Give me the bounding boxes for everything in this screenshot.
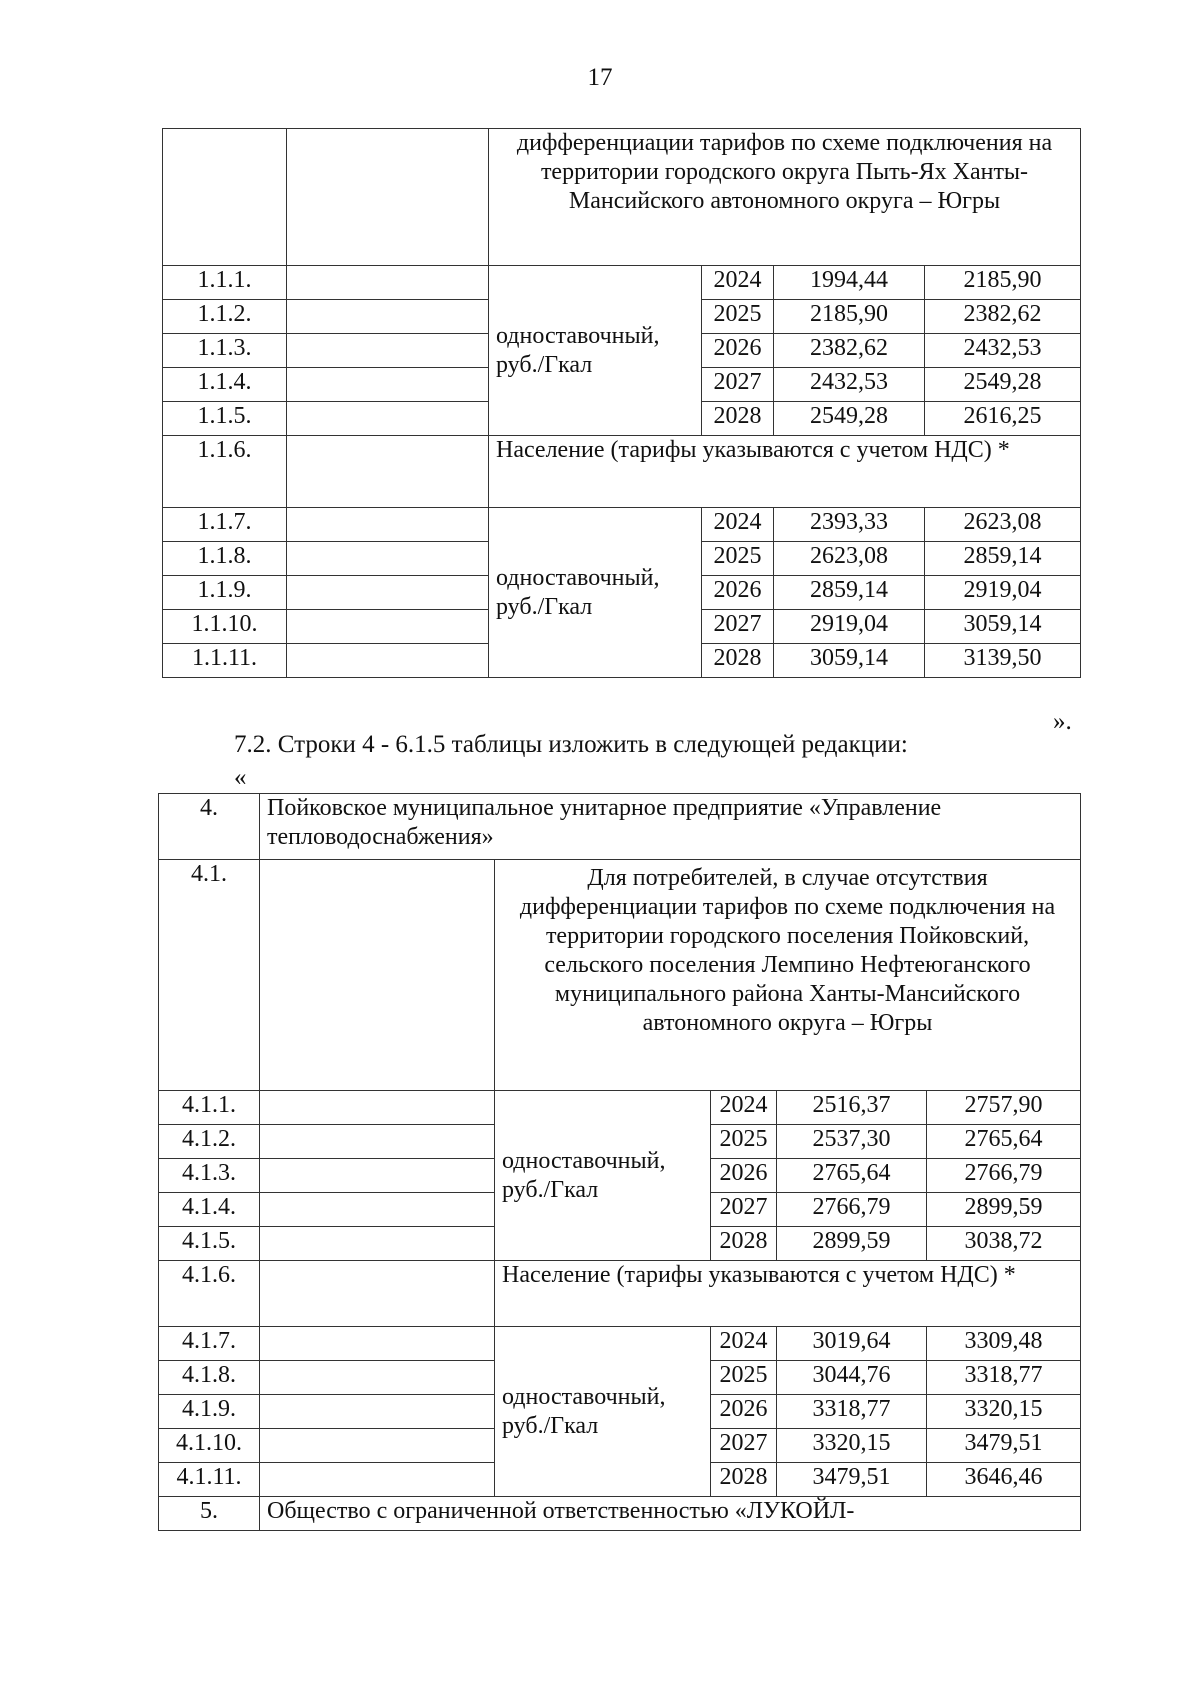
table-row [159, 1327, 1081, 1361]
empty-cell [287, 576, 489, 610]
population-header: Население (тарифы указываются с учетом НДС) * [489, 436, 1081, 508]
empty-cell [287, 334, 489, 368]
year-cell: 2028 [711, 1463, 777, 1497]
year-cell: 2025 [702, 300, 774, 334]
year-cell: 2024 [702, 266, 774, 300]
row-number: 1.1.6. [163, 436, 287, 508]
page-number: 17 [587, 64, 613, 91]
tariff-second-half: 2623,08 [925, 508, 1081, 542]
year-cell: 2026 [702, 334, 774, 368]
tariff-first-half: 2537,30 [777, 1125, 927, 1159]
tariff-first-half: 3318,77 [777, 1395, 927, 1429]
year-cell: 2028 [702, 402, 774, 436]
row-number: 1.1.10. [163, 610, 287, 644]
table-row [163, 129, 1081, 266]
tariff-group-2 [163, 508, 1081, 678]
row-number: 4.1.4. [159, 1193, 260, 1227]
empty-cell [287, 368, 489, 402]
year-cell: 2025 [711, 1361, 777, 1395]
tariff-second-half: 2757,90 [927, 1091, 1081, 1125]
row-number: 4.1.5. [159, 1227, 260, 1261]
row-number: 1.1.2. [163, 300, 287, 334]
tariff-first-half: 3479,51 [777, 1463, 927, 1497]
tariff-table-2 [158, 793, 1081, 1531]
tariff-table-1 [162, 128, 1081, 678]
row-number: 4.1.7. [159, 1327, 260, 1361]
table-row [159, 1091, 1081, 1125]
table-row [159, 794, 1081, 860]
row-number: 4.1.3. [159, 1159, 260, 1193]
table-row [163, 508, 1081, 542]
tariff-second-half: 2185,90 [925, 266, 1081, 300]
tariff-second-half: 2766,79 [927, 1159, 1081, 1193]
year-cell: 2028 [702, 644, 774, 678]
row-number: 4.1.2. [159, 1125, 260, 1159]
tariff-second-half: 2899,59 [927, 1193, 1081, 1227]
tariff-group-1 [163, 266, 1081, 436]
empty-cell [260, 1227, 495, 1261]
paragraph-7-2: 7.2. Строки 4 - 6.1.5 таблицы изложить в следующей редакции: [234, 731, 908, 758]
tariff-second-half: 3479,51 [927, 1429, 1081, 1463]
year-cell: 2026 [711, 1159, 777, 1193]
empty-cell [287, 610, 489, 644]
row-number: 1.1.11. [163, 644, 287, 678]
tariff-first-half: 1994,44 [774, 266, 925, 300]
row-number: 1.1.5. [163, 402, 287, 436]
year-cell: 2027 [702, 368, 774, 402]
tariff-first-half: 3044,76 [777, 1361, 927, 1395]
tariff-second-half: 2765,64 [927, 1125, 1081, 1159]
row-number: 1.1.3. [163, 334, 287, 368]
tariff-second-half: 3139,50 [925, 644, 1081, 678]
empty-cell [287, 266, 489, 300]
empty-cell [287, 508, 489, 542]
row-number: 1.1.1. [163, 266, 287, 300]
year-cell: 2028 [711, 1227, 777, 1261]
empty-cell [260, 1429, 495, 1463]
tariff-first-half: 3320,15 [777, 1429, 927, 1463]
tariff-second-half: 3059,14 [925, 610, 1081, 644]
row-number: 4.1.1. [159, 1091, 260, 1125]
tariff-second-half: 2616,25 [925, 402, 1081, 436]
tariff-second-half: 3646,46 [927, 1463, 1081, 1497]
row-number: 4.1.10. [159, 1429, 260, 1463]
tariff-unit: одноставочный, руб./Гкал [489, 266, 702, 436]
tariff-second-half: 2859,14 [925, 542, 1081, 576]
empty-cell [287, 402, 489, 436]
empty-cell [260, 1361, 495, 1395]
empty-cell [260, 1159, 495, 1193]
empty-cell [260, 1463, 495, 1497]
row-number: 5. [159, 1497, 260, 1531]
tariff-unit: одноставочный, руб./Гкал [495, 1091, 711, 1261]
row-number: 1.1.8. [163, 542, 287, 576]
table-row [159, 1261, 1081, 1327]
empty-cell [260, 1395, 495, 1429]
row-number: 4.1.11. [159, 1463, 260, 1497]
tariff-first-half: 2549,28 [774, 402, 925, 436]
tariff-second-half: 2919,04 [925, 576, 1081, 610]
tariff-group-1 [159, 1091, 1081, 1261]
row-number: 4. [159, 794, 260, 860]
organization-name: Пойковское муниципальное унитарное предприятие «Управление тепловодоснабжения» [260, 794, 1081, 860]
row-number: 4.1. [159, 860, 260, 1091]
row-number: 4.1.6. [159, 1261, 260, 1327]
table-row [159, 860, 1081, 1091]
row-number: 1.1.4. [163, 368, 287, 402]
empty-cell [260, 1193, 495, 1227]
tariff-second-half: 2432,53 [925, 334, 1081, 368]
year-cell: 2027 [711, 1429, 777, 1463]
row-number: 1.1.9. [163, 576, 287, 610]
year-cell: 2027 [711, 1193, 777, 1227]
tariff-first-half: 3019,64 [777, 1327, 927, 1361]
tariff-first-half: 2516,37 [777, 1091, 927, 1125]
empty-cell [287, 542, 489, 576]
tariff-first-half: 2919,04 [774, 610, 925, 644]
population-header: Население (тарифы указываются с учетом НДС) * [495, 1261, 1081, 1327]
empty-cell [287, 300, 489, 334]
closing-quote: ». [1053, 708, 1072, 735]
year-cell: 2025 [711, 1125, 777, 1159]
tariff-second-half: 3320,15 [927, 1395, 1081, 1429]
tariff-first-half: 2766,79 [777, 1193, 927, 1227]
tariff-first-half: 2765,64 [777, 1159, 927, 1193]
opening-quote: « [234, 764, 247, 791]
year-cell: 2024 [711, 1091, 777, 1125]
year-cell: 2026 [702, 576, 774, 610]
empty-cell [260, 1125, 495, 1159]
consumer-group-header: Для потребителей, в случае отсутствия дифференциации тарифов по схеме подключения на территории городского поселения Пойковский, сельского поселения Лемпино Нефтеюганского муниципального района Ханты-Мансийского автономного округа – Югры [495, 860, 1081, 1091]
tariff-second-half: 2549,28 [925, 368, 1081, 402]
row-number: 1.1.7. [163, 508, 287, 542]
tariff-second-half: 3038,72 [927, 1227, 1081, 1261]
table-row [159, 1497, 1081, 1531]
year-cell: 2027 [702, 610, 774, 644]
tariff-second-half: 2382,62 [925, 300, 1081, 334]
tariff-first-half: 2185,90 [774, 300, 925, 334]
row-number: 4.1.9. [159, 1395, 260, 1429]
tariff-unit: одноставочный, руб./Гкал [495, 1327, 711, 1497]
tariff-unit: одноставочный, руб./Гкал [489, 508, 702, 678]
table-row [163, 266, 1081, 300]
consumer-group-header: дифференциации тарифов по схеме подключения на территории городского округа Пыть-Ях Ханты-Мансийского автономного округа – Югры [489, 129, 1081, 266]
row-number: 4.1.8. [159, 1361, 260, 1395]
empty-cell [260, 1091, 495, 1125]
tariff-first-half: 3059,14 [774, 644, 925, 678]
tariff-first-half: 2382,62 [774, 334, 925, 368]
organization-name: Общество с ограниченной ответственностью «ЛУКОЙЛ- [260, 1497, 1081, 1531]
empty-cell [287, 644, 489, 678]
tariff-first-half: 2393,33 [774, 508, 925, 542]
tariff-first-half: 2859,14 [774, 576, 925, 610]
tariff-second-half: 3318,77 [927, 1361, 1081, 1395]
table-row [163, 436, 1081, 508]
tariff-second-half: 3309,48 [927, 1327, 1081, 1361]
tariff-group-2 [159, 1327, 1081, 1497]
tariff-first-half: 2623,08 [774, 542, 925, 576]
tariff-first-half: 2899,59 [777, 1227, 927, 1261]
empty-cell [260, 1327, 495, 1361]
year-cell: 2024 [711, 1327, 777, 1361]
year-cell: 2026 [711, 1395, 777, 1429]
year-cell: 2024 [702, 508, 774, 542]
tariff-first-half: 2432,53 [774, 368, 925, 402]
year-cell: 2025 [702, 542, 774, 576]
